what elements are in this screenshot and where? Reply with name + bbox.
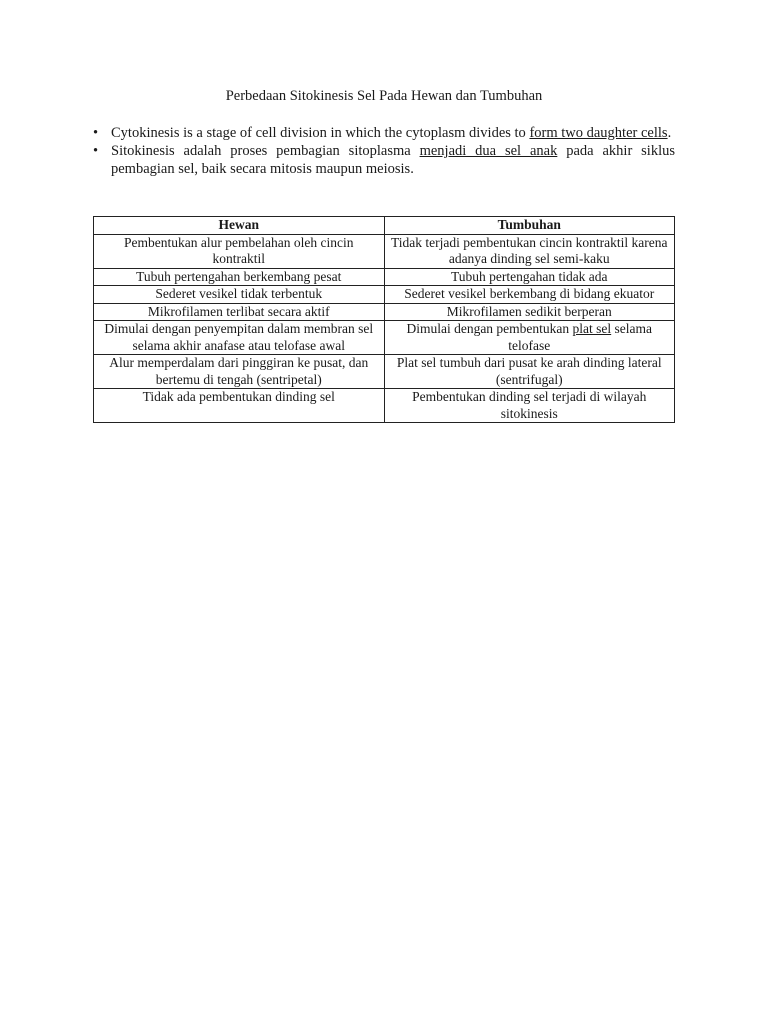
cell-tumbuhan: Mikrofilamen sedikit berperan [384,303,675,321]
cell-text-end: selama telofase [508,321,653,353]
bullet-icon: • [93,125,99,141]
cell-tumbuhan [384,321,675,355]
cell-hewan: Sederet vesikel tidak terbentuk [94,286,385,304]
header-tumbuhan: Tumbuhan [384,217,675,235]
cell-hewan: Tidak ada pembentukan dinding sel [94,389,385,423]
underlined-phrase: form two daughter cells [529,125,668,141]
header-hewan: Hewan [94,217,385,235]
cell-hewan: Alur memperdalam dari pinggiran ke pusat, dan bertemu di tengah (sentripetal) [94,355,385,389]
bullet-text-end: . [667,125,672,141]
cell-tumbuhan: Pembentukan dinding sel terjadi di wilayah sitokinesis [384,389,675,423]
bullet-text: Cytokinesis is a stage of cell division in which the cytoplasm divides to [111,125,530,141]
cell-hewan: Mikrofilamen terlibat secara aktif [94,303,385,321]
table-row [94,286,675,304]
cell-tumbuhan: Sederet vesikel berkembang di bidang ekuator [384,286,675,304]
cell-hewan: Pembentukan alur pembelahan oleh cincin kontraktil [94,234,385,268]
table-row [94,355,675,389]
cell-hewan: Dimulai dengan penyempitan dalam membran sel selama akhir anafase atau telofase awal [94,321,385,355]
table-row [94,303,675,321]
cell-tumbuhan: Plat sel tumbuh dari pusat ke arah dinding lateral (sentrifugal) [384,355,675,389]
bullet-item [93,124,675,142]
table-header-row [94,217,675,235]
bullet-list [93,124,675,178]
table-row [94,268,675,286]
bullet-icon: • [93,143,99,159]
cell-tumbuhan: Tidak terjadi pembentukan cincin kontraktil karena adanya dinding sel semi-kaku [384,234,675,268]
underlined-phrase: plat sel [572,321,612,336]
cell-tumbuhan: Tubuh pertengahan tidak ada [384,268,675,286]
cell-hewan: Tubuh pertengahan berkembang pesat [94,268,385,286]
cell-text: Dimulai dengan pembentukan [406,321,573,336]
page-title: Perbedaan Sitokinesis Sel Pada Hewan dan Tumbuhan [225,88,543,104]
bullet-item [93,142,675,178]
table-row [94,389,675,423]
table-row [94,234,675,268]
bullet-text: Sitokinesis adalah proses pembagian sitoplasma [111,143,420,159]
bullet-text-end: pada akhir siklus pembagian sel, baik secara mitosis maupun meiosis. [111,143,675,177]
table-row [94,321,675,355]
underlined-phrase: menjadi dua sel anak [419,143,558,159]
comparison-table [93,216,675,423]
